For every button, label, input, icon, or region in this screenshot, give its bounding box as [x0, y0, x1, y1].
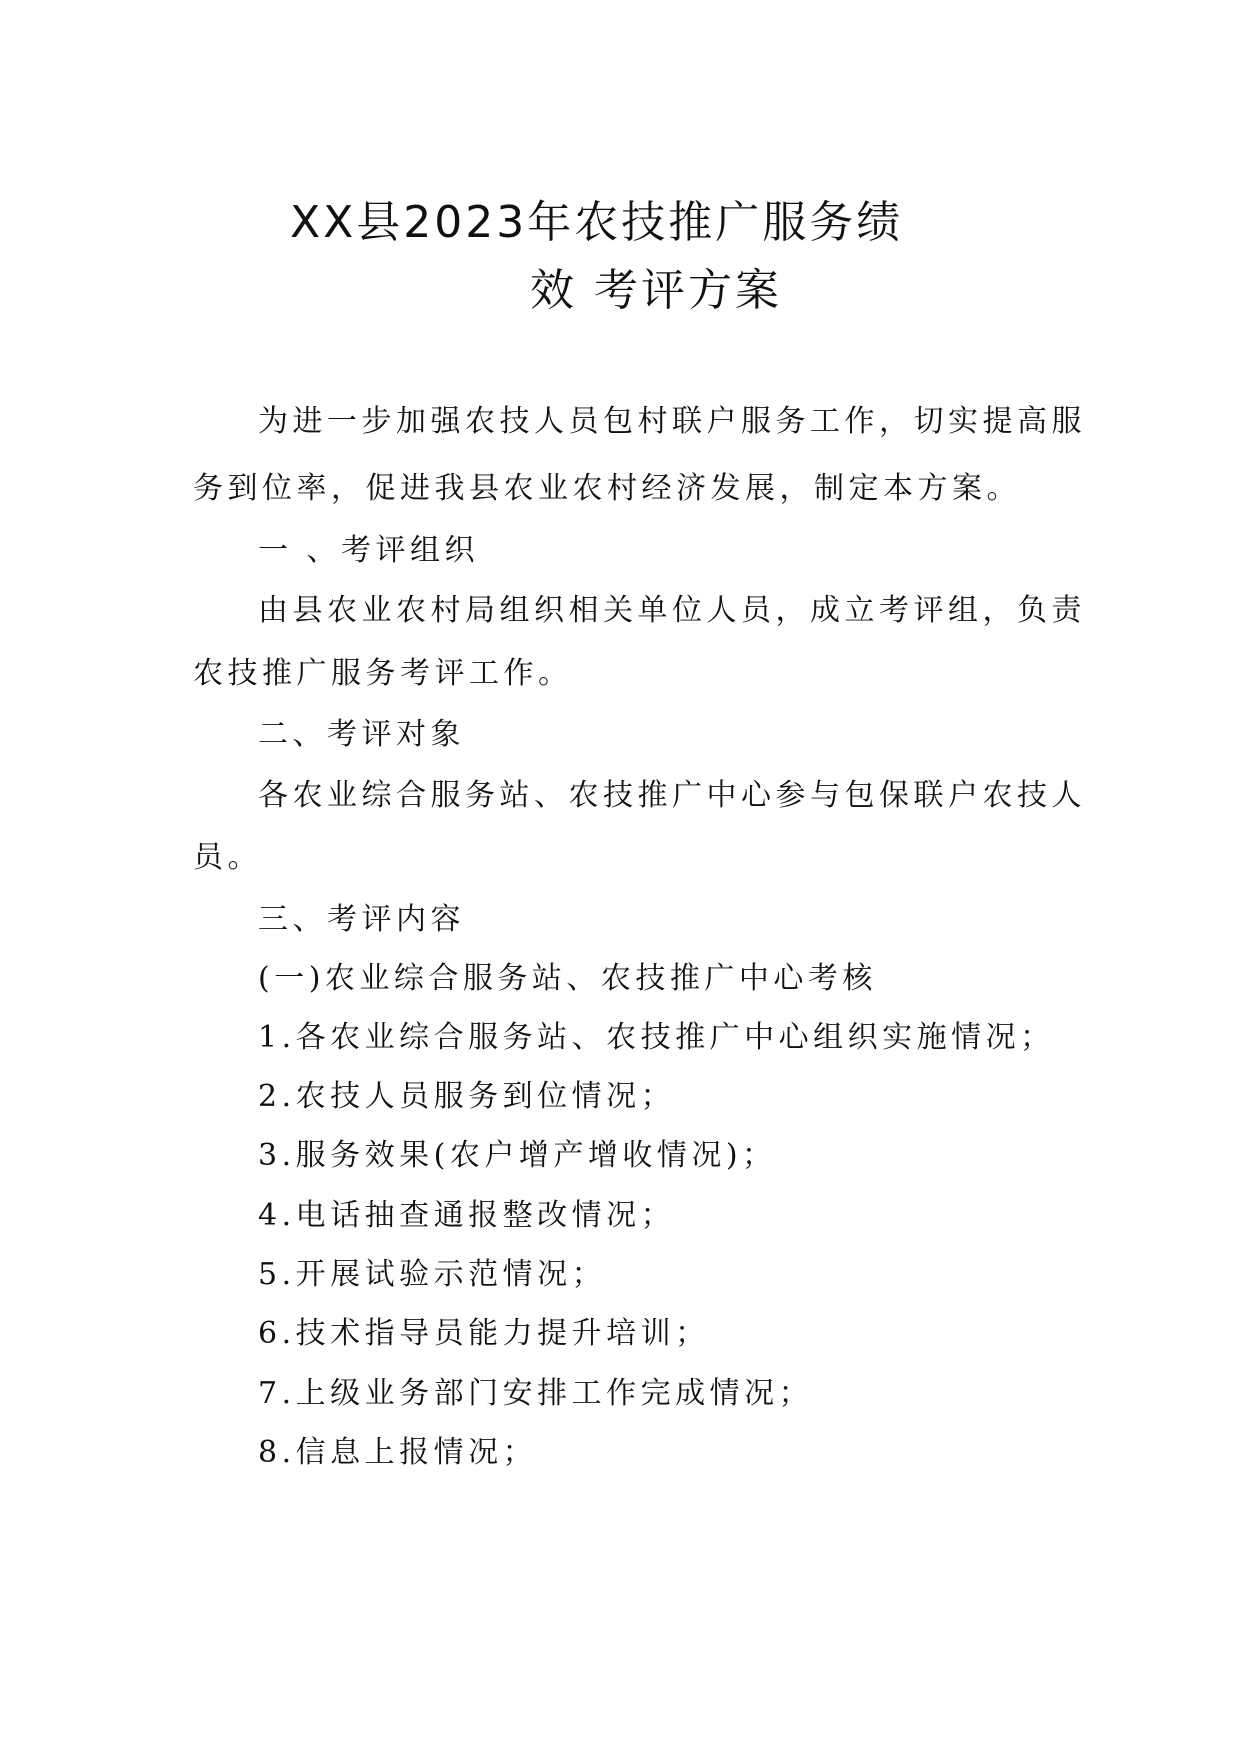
intro-paragraph-line-2: 务到位率，促进我县农业农村经济发展，制定本方案。 — [193, 471, 1021, 506]
list-item-2: 2.农技人员服务到位情况； — [258, 1079, 676, 1114]
list-item-6: 6.技术指导员能力提升培训； — [258, 1316, 710, 1351]
list-item-1: 1.各农业综合服务站、农技推广中心组织实施情况； — [258, 1020, 1055, 1055]
subsection-heading-1: (一)农业综合服务站、农技推广中心考核 — [258, 961, 877, 996]
section-1-paragraph-line-2: 农技推广服务考评工作。 — [193, 656, 573, 691]
list-item-4: 4.电话抽查通报整改情况； — [258, 1198, 676, 1233]
list-item-3: 3.服务效果(农户增产增收情况)； — [258, 1138, 777, 1173]
section-heading-1: 一 、考评组织 — [258, 533, 480, 568]
list-item-7: 7.上级业务部门安排工作完成情况； — [258, 1376, 814, 1411]
list-item-8: 8.信息上报情况； — [258, 1435, 538, 1470]
section-heading-3: 三、考评内容 — [258, 902, 465, 937]
document-title-line-1: XX县2023年农技推广服务绩 — [290, 197, 904, 248]
document-title-line-2: 效 考评方案 — [530, 265, 782, 316]
section-1-paragraph-line-1: 由县农业农村局组织相关单位人员，成立考评组，负责 — [258, 593, 1086, 628]
list-item-5: 5.开展试验示范情况； — [258, 1257, 607, 1292]
section-2-paragraph-line-1: 各农业综合服务站、农技推广中心参与包保联户农技人 — [258, 778, 1086, 813]
section-2-paragraph-line-2: 员。 — [193, 840, 262, 875]
section-heading-2: 二、考评对象 — [258, 717, 465, 752]
intro-paragraph-line-1: 为进一步加强农技人员包村联户服务工作，切实提高服 — [258, 404, 1086, 439]
